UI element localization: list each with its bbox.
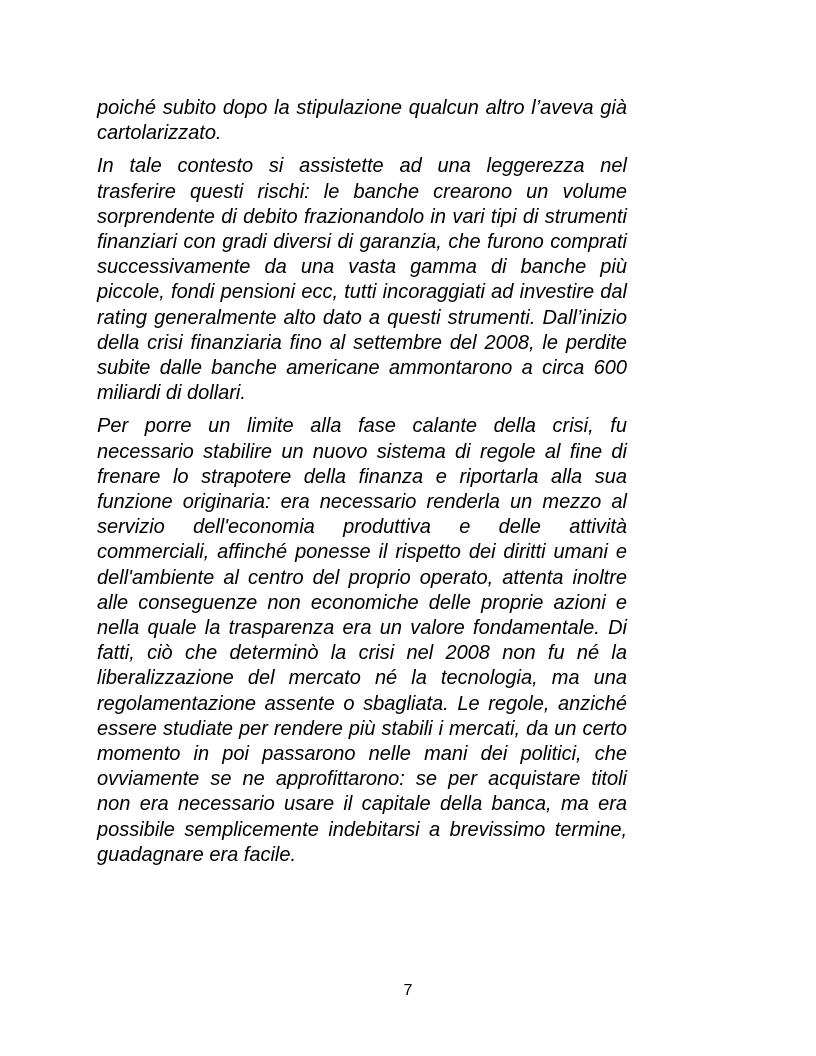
document-body — [97, 96, 627, 868]
page-number: 7 — [403, 982, 413, 999]
paragraph-2: In tale contesto si assistette ad una leggerezza nel trasferire questi rischi: le banche crearono un volume sorprendente di debito frazionandolo in vari tipi di strumenti finanziari con gradi diversi di garanzia, che furono comprati successivamente da una vasta gamma di banche più piccole, fondi pensioni ecc, tutti incoraggiati ad investire dal rating generalmente alto dato a questi strumenti. Dall’inizio della crisi finanziaria fino al settembre del 2008, le perdite subite dalle banche americane ammontarono a circa 600 miliardi di dollari. — [97, 155, 627, 405]
paragraph-1: poiché subito dopo la stipulazione qualcun altro l’aveva già cartolarizzato. — [97, 97, 627, 145]
paragraph-3: Per porre un limite alla fase calante della crisi, fu necessario stabilire un nuovo sistema di regole al fine di frenare lo strapotere della finanza e riportarla alla sua funzione originaria: era necessario renderla un mezzo al servizio dell'economia produttiva e delle attività commerciali, affinché ponesse il rispetto dei diritti umani e dell'ambiente al centro del proprio operato, attenta inoltre alle conseguenze non economiche delle proprie azioni e nella quale la trasparenza era un valore fondamentale. Di fatti, ciò che determinò la crisi nel 2008 non fu né la liberalizzazione del mercato né la tecnologia, ma una regolamentazione assente o sbagliata. Le regole, anziché essere studiate per rendere più stabili i mercati, da un certo momento in poi passarono nelle mani dei politici, che ovviamente se ne approfittarono: se per acquistare titoli non era necessario usare il capitale della banca, ma era possibile semplicemente indebitarsi a brevissimo termine, guadagnare era facile. — [97, 415, 627, 866]
